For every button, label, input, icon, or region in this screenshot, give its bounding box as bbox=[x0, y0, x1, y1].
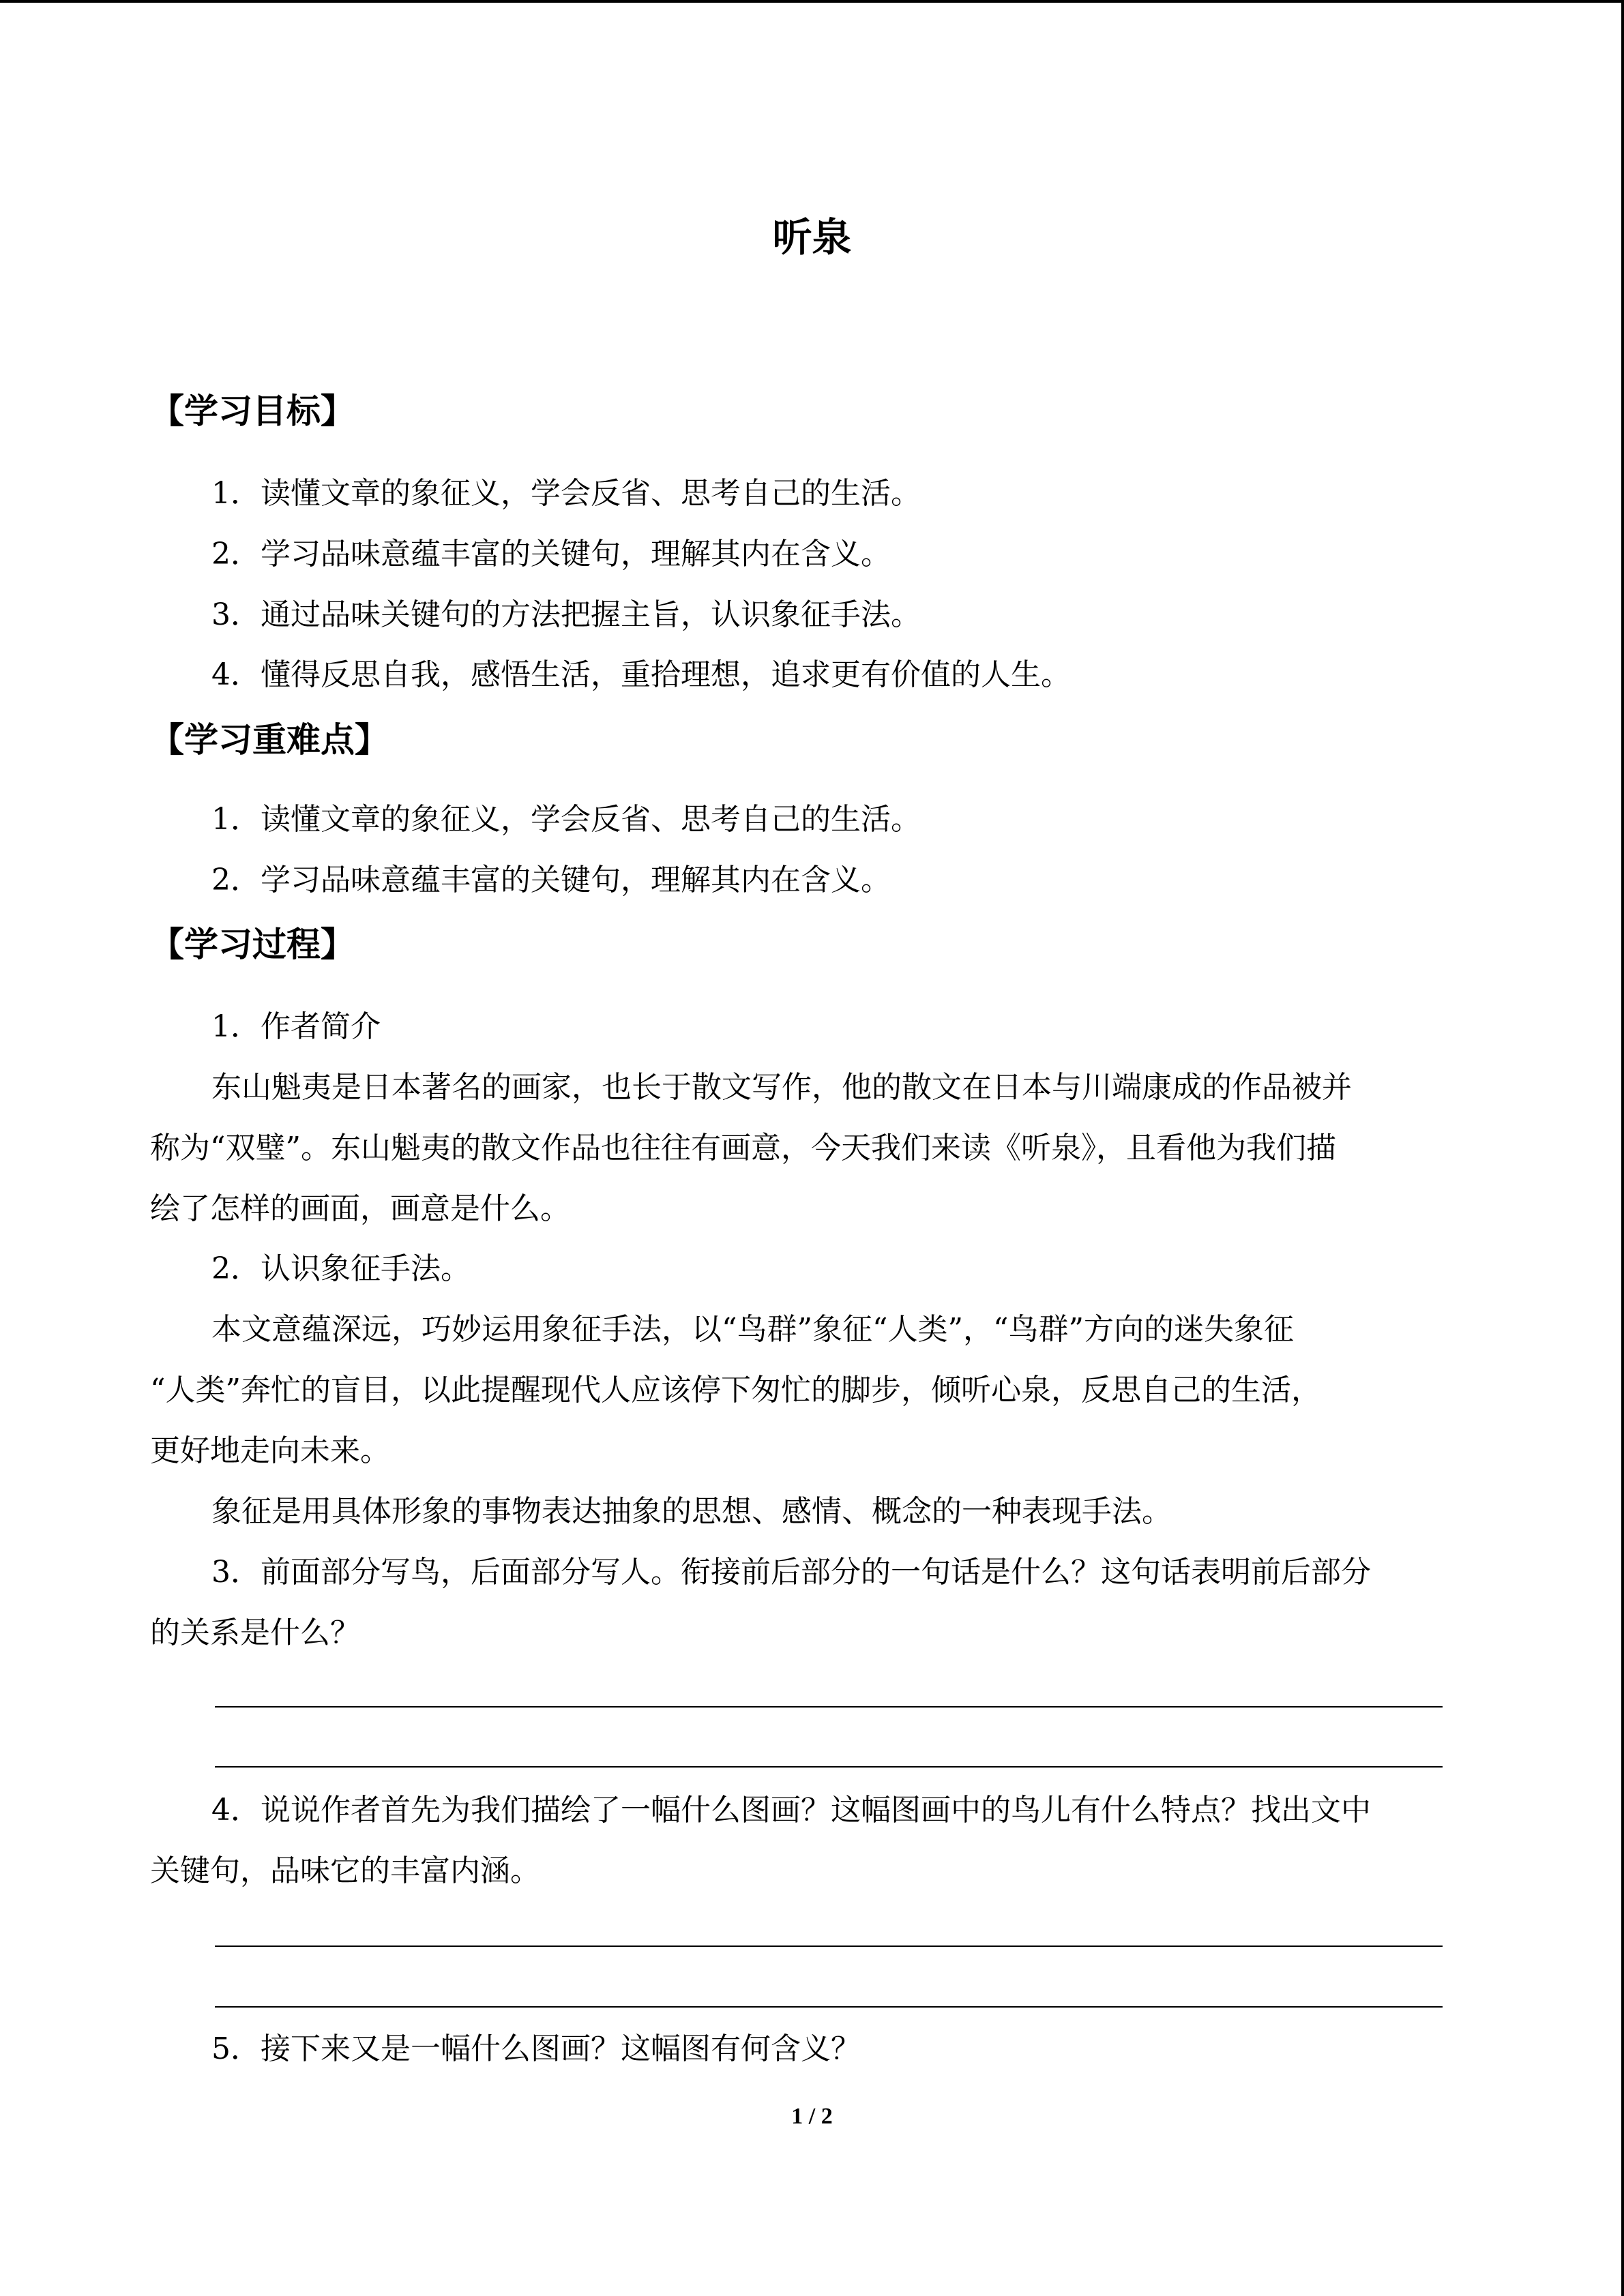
goal-item-2: 2．学习品味意蕴丰富的关键句，理解其内在含义。 bbox=[211, 537, 891, 571]
author-intro-line-3: 绘了怎样的画面，画意是什么。 bbox=[150, 1191, 570, 1226]
symbolism-line-1: 本文意蕴深远，巧妙运用象征手法，以“鸟群”象征“人类”，“鸟群”方向的迷失象征 bbox=[211, 1312, 1294, 1347]
section-2-title: 2．认识象征手法。 bbox=[211, 1251, 471, 1286]
answer-line-q4-1 bbox=[215, 1945, 1443, 1947]
goal-item-4: 4．懂得反思自我，感悟生活，重拾理想，追求更有价值的人生。 bbox=[211, 657, 1071, 692]
author-intro-line-2: 称为“双璧”。东山魁夷的散文作品也往往有画意，今天我们来读《听泉》，且看他为我们描 bbox=[150, 1131, 1336, 1165]
goals-heading: 【学习目标】 bbox=[150, 391, 355, 431]
key-point-item-1: 1．读懂文章的象征义，学会反省、思考自己的生活。 bbox=[211, 802, 921, 837]
goal-item-3: 3．通过品味关键句的方法把握主旨，认识象征手法。 bbox=[211, 597, 921, 632]
answer-line-q4-2 bbox=[215, 2006, 1443, 2008]
symbolism-definition: 象征是用具体形象的事物表达抽象的思想、感情、概念的一种表现手法。 bbox=[211, 1494, 1172, 1529]
process-heading: 【学习过程】 bbox=[150, 925, 355, 964]
page-border-right bbox=[1621, 0, 1624, 2296]
page-border-top bbox=[0, 0, 1624, 3]
key-points-heading: 【学习重难点】 bbox=[150, 720, 389, 760]
question-3-line-1: 3．前面部分写鸟，后面部分写人。衔接前后部分的一句话是什么？这句话表明前后部分 bbox=[211, 1555, 1371, 1590]
key-point-item-2: 2．学习品味意蕴丰富的关键句，理解其内在含义。 bbox=[211, 863, 891, 897]
section-1-title: 1．作者简介 bbox=[211, 1009, 381, 1044]
symbolism-line-3: 更好地走向未来。 bbox=[150, 1433, 390, 1468]
author-intro-line-1: 东山魁夷是日本著名的画家，也长于散文写作，他的散文在日本与川端康成的作品被并 bbox=[211, 1070, 1352, 1105]
answer-line-q3-2 bbox=[215, 1766, 1443, 1768]
question-4-line-1: 4．说说作者首先为我们描绘了一幅什么图画？这幅图画中的鸟儿有什么特点？找出文中 bbox=[211, 1793, 1371, 1828]
question-5: 5．接下来又是一幅什么图画？这幅图有何含义？ bbox=[211, 2031, 861, 2066]
goal-item-1: 1．读懂文章的象征义，学会反省、思考自己的生活。 bbox=[211, 476, 921, 511]
page-title: 听泉 bbox=[772, 214, 852, 260]
answer-line-q3-1 bbox=[215, 1706, 1443, 1708]
question-3-line-2: 的关系是什么？ bbox=[150, 1615, 360, 1650]
page-number: 1 / 2 bbox=[791, 2104, 833, 2129]
question-4-line-2: 关键句，品味它的丰富内涵。 bbox=[150, 1853, 540, 1888]
symbolism-line-2: “人类”奔忙的盲目，以此提醒现代人应该停下匆忙的脚步，倾听心泉，反思自己的生活， bbox=[150, 1373, 1321, 1407]
